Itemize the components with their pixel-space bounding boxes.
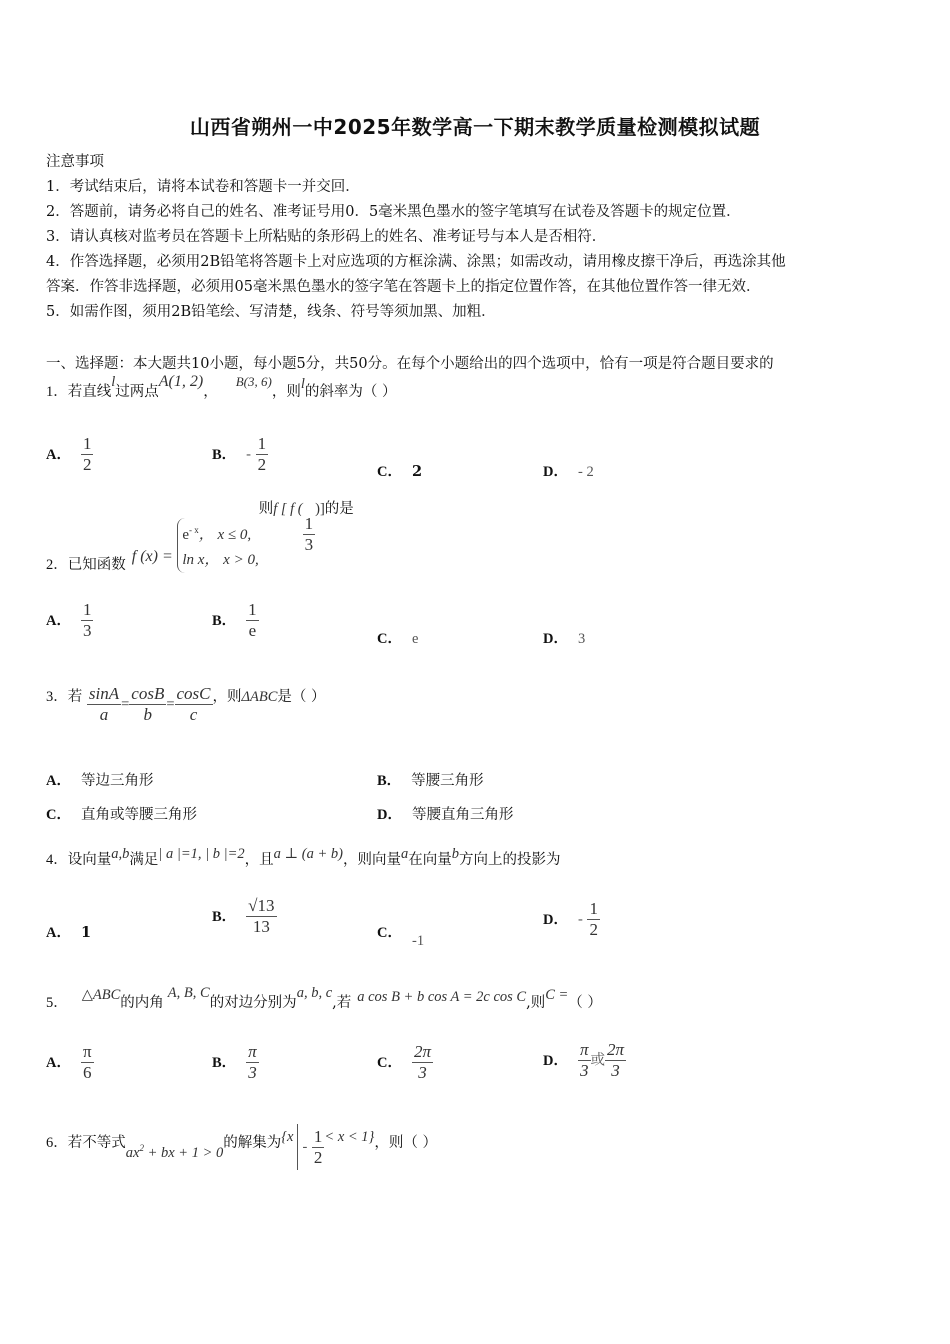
section-heading: 一、选择题：本大题共10小题，每小题5分，共50分。在每个小题给出的四个选项中，恰有一项是符合题目要求的 — [46, 356, 774, 372]
q2-option-c[interactable]: C． e — [377, 631, 419, 647]
q1-option-b[interactable]: B． - $\frac{1}{2}$ — [212, 434, 267, 474]
q4-text: 在向量 — [408, 852, 452, 868]
q2-composite: f [ f ( — [273, 500, 303, 517]
q5-angles: A, B, C — [167, 985, 210, 1001]
q2-option-a[interactable]: A． $\frac{1}{3}$ — [46, 600, 92, 640]
note-item: 3．请认真核对监考员在答题卡上所粘贴的条形码上的姓名、准考证号与本人是否相符． — [46, 229, 607, 245]
q1-text: 过两点 — [115, 384, 159, 400]
q2-piecewise: $e^{- x}$， x ≤ 0, ln x， x > 0, — [177, 518, 258, 573]
note-item: 2．答题前，请务必将自己的姓名、准考证号用0．5毫米黑色墨水的签字笔填写在试卷及答题卡的规定位置． — [46, 204, 741, 220]
q3-triangle: ΔABC — [241, 688, 278, 705]
q1-text: 若直线 — [67, 384, 112, 400]
question-1 — [46, 373, 397, 401]
question-number: 4． — [46, 852, 68, 868]
question-6: 6．若不等式$ax^2$ + bx + 1 > 0的解集为{x- $\frac{1}{2}$ < x < 1}，则（ ） — [46, 1124, 437, 1170]
notes-section — [46, 150, 906, 325]
q5-option-d[interactable]: D． $\frac{\pi}{3}$ 或 $\frac{2\pi}{3}$ — [543, 1040, 625, 1080]
q4-option-d[interactable]: D． - $\frac{1}{2}$ — [543, 899, 598, 939]
question-number: 5． — [46, 995, 68, 1011]
q6-set: {x — [281, 1129, 294, 1145]
q4-condition: | a |=1, | b |=2 — [158, 846, 245, 862]
q1-option-c[interactable]: C． 2 — [377, 463, 423, 480]
q6-text: 的解集为 — [223, 1135, 282, 1151]
note-item: 1．考试结束后，请将本试卷和答题卡一并交回． — [46, 179, 360, 195]
q4-text: ，则向量 — [342, 852, 401, 868]
q4-option-b[interactable]: B． $\frac{√13}{13}$ — [212, 896, 275, 936]
q3-text: 若 — [67, 688, 83, 705]
q4-vector-a: a — [400, 846, 409, 862]
question-number: 2． — [46, 556, 68, 573]
question-5 — [46, 985, 602, 1012]
question-number: 1． — [46, 384, 68, 400]
q3-text: ，则 — [212, 688, 242, 705]
q4-text: 设向量 — [67, 852, 112, 868]
q5-text: 的内角 — [120, 995, 164, 1011]
q1-line-l: l — [300, 376, 305, 392]
question-4 — [46, 848, 560, 869]
q4-text: 方向上的投影为 — [458, 852, 561, 868]
q6-text: 若不等式 — [67, 1135, 126, 1151]
q2-text: 的是 — [324, 500, 354, 517]
q5-option-b[interactable]: B． $\frac{\pi}{3}$ — [212, 1042, 257, 1082]
note-item: 4．作答选择题，必须用2B铅笔将答题卡上对应选项的方框涂满、涂黑；如需改动，请用橡皮擦干净后，再选涂其他 — [46, 254, 786, 270]
q3-option-b[interactable]: B． 等腰三角形 — [377, 773, 484, 789]
q4-perpendicular: a ⊥ (a + b) — [273, 846, 343, 862]
q1-line-l: l — [111, 374, 116, 390]
q1-text: ，则 — [271, 384, 301, 400]
q5-triangle: △ABC — [81, 987, 121, 1003]
q5-option-c[interactable]: C． $\frac{2\pi}{3}$ — [377, 1042, 432, 1082]
q5-text: ,若 — [332, 995, 352, 1011]
q1-text: ， — [203, 384, 218, 400]
q1-option-d[interactable]: D． - 2 — [543, 464, 594, 480]
q5-sides: a, b, c — [296, 985, 333, 1001]
q6-inequality: $ax^2$ + bx + 1 > 0 — [125, 1143, 224, 1161]
q5-text: （ ） — [568, 995, 602, 1011]
q4-vector-b: b — [451, 846, 459, 862]
question-number: 3． — [46, 688, 68, 705]
notes-heading: 注意事项 — [46, 154, 104, 170]
q4-option-a[interactable]: A． 1 — [46, 924, 92, 941]
q4-vectors: a,b — [111, 846, 130, 862]
q4-text: 满足 — [129, 852, 159, 868]
question-3: 3．若 $\frac{\sin A}{a}$ = $\frac{\cos B}{b}$ = $\frac{\cos C}{c}$ ，则ΔABC是（ ） — [46, 684, 326, 724]
q5-text: ,则 — [526, 995, 546, 1011]
page-title: 山西省朔州一中2025年数学高一下期末教学质量检测模拟试题 — [189, 115, 761, 139]
q3-option-c[interactable]: C． 直角或等腰三角形 — [46, 807, 197, 823]
q5-text: 的对边分别为 — [209, 995, 297, 1011]
q3-text: 是（ ） — [277, 688, 326, 705]
q6-text: ，则（ ） — [374, 1135, 437, 1151]
note-item: 5．如需作图，须用2B铅笔绘、写清楚，线条、符号等须加黑、加粗． — [46, 304, 496, 320]
question-number: 6． — [46, 1135, 68, 1151]
q1-option-a[interactable]: A． $\frac{1}{2}$ — [46, 434, 92, 474]
q1-point-a: A(1, 2) — [158, 373, 204, 390]
question-2: 2．已知函数 f (x) = $e^{- x}$， x ≤ 0, ln x， x > 0, 则f [ f ( $\frac{1}{3}$ )]的是 — [46, 500, 354, 573]
q3-option-d[interactable]: D． 等腰直角三角形 — [377, 807, 514, 823]
q2-option-b[interactable]: B． $\frac{1}{e}$ — [212, 600, 257, 640]
q4-text: ，且 — [244, 852, 274, 868]
q2-option-d[interactable]: D． 3 — [543, 631, 586, 647]
q5-angle-c: C = — [545, 987, 569, 1003]
q3-option-a[interactable]: A． 等边三角形 — [46, 773, 154, 789]
q2-text: 则 — [258, 500, 274, 517]
q5-equation: a cos B + b cos A = 2c cos C — [357, 989, 527, 1005]
q5-option-a[interactable]: A． $\frac{\pi}{6}$ — [46, 1042, 92, 1082]
q2-function: f (x) = — [131, 547, 173, 565]
note-item: 答案．作答非选择题，必须用05毫米黑色墨水的签字笔在答题卡上的指定位置作答，在其他位置作答一律无效． — [46, 279, 761, 295]
q1-text: 的斜率为（ ） — [304, 384, 397, 400]
q4-option-c[interactable]: C． -1 — [377, 925, 425, 949]
q2-text: 已知函数 — [67, 556, 126, 573]
q1-point-b: B(3, 6) — [235, 374, 272, 389]
